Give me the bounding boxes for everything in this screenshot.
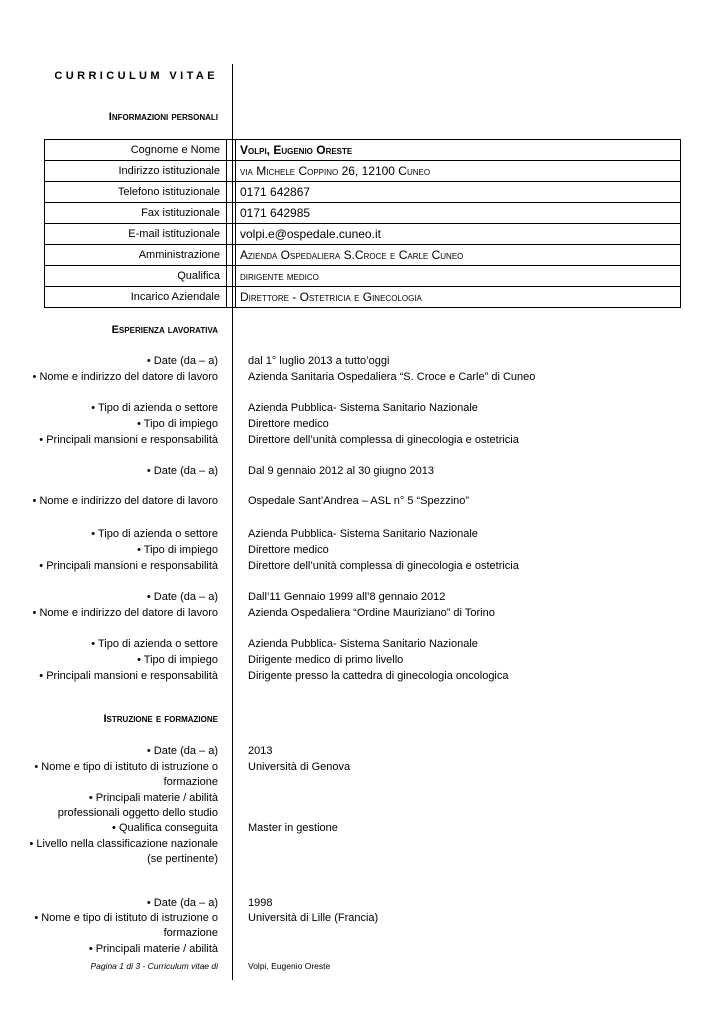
info-row <box>45 287 681 308</box>
work-company-type: Azienda Pubblica- Sistema Sanitario Nazionale <box>248 528 478 540</box>
info-row <box>45 140 681 161</box>
info-row <box>45 266 681 287</box>
info-value: via Michele Coppino 26, 12100 Cuneo <box>236 161 681 182</box>
employer-label: • Nome e indirizzo del datore di lavoro <box>32 371 218 383</box>
info-label: Telefono istituzionale <box>45 182 227 203</box>
education-date: 1998 <box>248 897 273 909</box>
info-label: Incarico Aziendale <box>45 287 227 308</box>
job-type-label: • Tipo di impiego <box>137 418 218 430</box>
work-date: Dal 9 gennaio 2012 al 30 giugno 2013 <box>248 465 434 477</box>
employer-label: • Nome e indirizzo del datore di lavoro <box>32 495 218 507</box>
info-row <box>45 203 681 224</box>
work-company-type: Azienda Pubblica- Sistema Sanitario Nazionale <box>248 402 478 414</box>
work-employer: Azienda Sanitaria Ospedaliera “S. Croce e Carle” di Cuneo <box>248 371 536 383</box>
work-job-type: Dirigente medico di primo livello <box>248 654 404 666</box>
work-duties: Dirigente presso la cattedra di ginecologia oncologica <box>248 670 509 682</box>
section-education: Istruzione e formazione <box>103 713 218 725</box>
email-value: volpi.e@ospedale.cuneo.it <box>236 224 681 245</box>
info-value: Volpi, Eugenio Oreste <box>236 140 681 161</box>
job-type-label: • Tipo di impiego <box>137 544 218 556</box>
work-job-type: Direttore medico <box>248 418 329 430</box>
duties-label: • Principali mansioni e responsabilità <box>39 434 218 446</box>
education-institute: Università di Genova <box>248 761 351 773</box>
institute-label: • Nome e tipo di istituto di istruzione o formazione <box>34 912 218 939</box>
info-value: dirigente medico <box>236 266 681 287</box>
work-date: Dall’11 Gennaio 1999 all’8 gennaio 2012 <box>248 591 446 603</box>
info-label: Fax istituzionale <box>45 203 227 224</box>
work-duties: Direttore dell’unità complessa di ginecologia e ostetricia <box>248 434 519 446</box>
work-employer: Azienda Ospedaliera “Ordine Mauriziano” di Torino <box>248 607 495 619</box>
footer-name: Volpi, Eugenio Oreste <box>248 961 331 971</box>
work-date: dal 1° luglio 2013 a tutto’oggi <box>248 355 390 367</box>
subjects-label: • Principali materie / abilità professionali oggetto dello studio <box>57 792 218 819</box>
duties-label: • Principali mansioni e responsabilità <box>39 560 218 572</box>
info-row <box>45 224 681 245</box>
info-row <box>45 245 681 266</box>
job-type-label: • Tipo di impiego <box>137 654 218 666</box>
info-row <box>45 182 681 203</box>
cv-title: CURRICULUM VITAE <box>54 70 218 82</box>
info-label: Amministrazione <box>45 245 227 266</box>
qualification-label: • Qualifica conseguita <box>112 822 218 834</box>
footer-page-info: Pagina 1 di 3 - Curriculum vitae di <box>90 961 218 971</box>
info-label: Qualifica <box>45 266 227 287</box>
employer-label: • Nome e indirizzo del datore di lavoro <box>32 607 218 619</box>
date-label: • Date (da – a) <box>146 355 218 367</box>
info-label: Indirizzo istituzionale <box>45 161 227 182</box>
date-label: • Date (da – a) <box>146 745 218 757</box>
work-employer: Ospedale Sant’Andrea – ASL n° 5 “Spezzino” <box>248 495 470 507</box>
company-type-label: • Tipo di azienda o settore <box>91 528 218 540</box>
work-job-type: Direttore medico <box>248 544 329 556</box>
info-row <box>45 161 681 182</box>
education-qualification: Master in gestione <box>248 822 338 834</box>
company-type-label: • Tipo di azienda o settore <box>91 638 218 650</box>
info-label: Cognome e Nome <box>45 140 227 161</box>
date-label: • Date (da – a) <box>146 591 218 603</box>
date-label: • Date (da – a) <box>146 465 218 477</box>
work-duties: Direttore dell’unità complessa di ginecologia e ostetricia <box>248 560 519 572</box>
date-label: • Date (da – a) <box>146 897 218 909</box>
section-work-experience: Esperienza lavorativa <box>111 324 218 336</box>
section-personal-info: Informazioni personali <box>108 111 218 123</box>
info-value: 0171 642985 <box>236 203 681 224</box>
education-institute: Università di Lille (Francia) <box>248 912 379 924</box>
education-date: 2013 <box>248 745 273 757</box>
duties-label: • Principali mansioni e responsabilità <box>39 670 218 682</box>
personal-info-table <box>44 139 681 308</box>
info-label: E-mail istituzionale <box>45 224 227 245</box>
level-label: • Livello nella classificazione nazionale (se pertinente) <box>29 838 218 865</box>
subjects-label: • Principali materie / abilità <box>88 943 218 955</box>
info-value: Direttore - Ostetricia e Ginecologia <box>236 287 681 308</box>
info-value: Azienda Ospedaliera S.Croce e Carle Cuneo <box>236 245 681 266</box>
info-value: 0171 642867 <box>236 182 681 203</box>
company-type-label: • Tipo di azienda o settore <box>91 402 218 414</box>
work-company-type: Azienda Pubblica- Sistema Sanitario Nazionale <box>248 638 478 650</box>
institute-label: • Nome e tipo di istituto di istruzione o formazione <box>34 761 218 788</box>
